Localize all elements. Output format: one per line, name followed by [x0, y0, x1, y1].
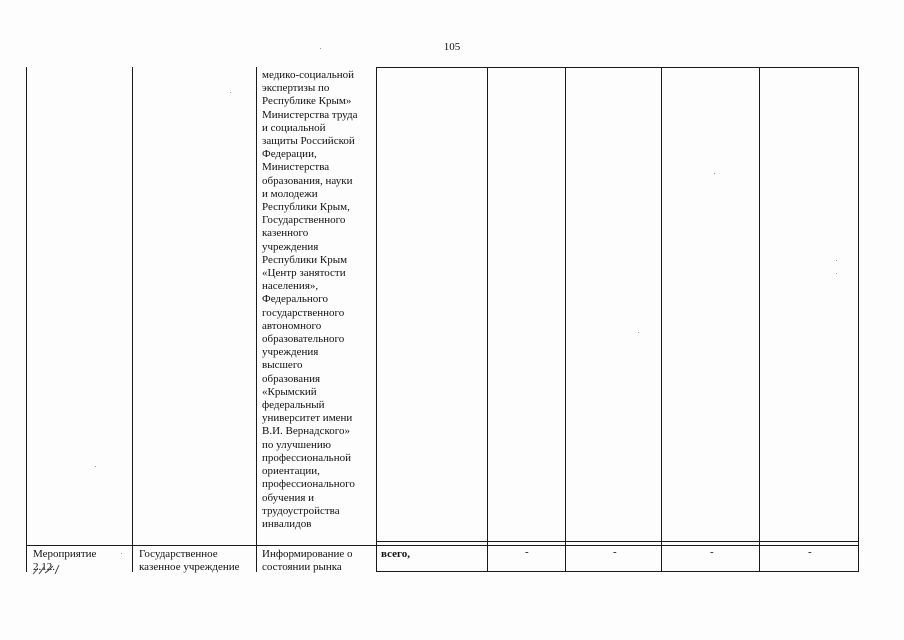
table-cell-description-continued: медико-социальной экспертизы по Республике Крым» Министерства труда и социальной защиты Российской Федерации, Министерства образования, науки и молодежи Республики Крым, Государственного казенного учреждения Республики Крым «Центр занятости населения», Федерального государственного автономного образовательного учреждения высшего образования «Крымский федеральный университет имени В.И. Вернадского» по улучшению профессиональной ориентации, профессионального обучения и трудоустройства инвалидов — [262, 69, 358, 530]
value-cell-1: - — [525, 546, 529, 558]
value-cell-3: - — [710, 546, 714, 558]
scan-speck — [638, 332, 639, 333]
executor-name: Государственное казенное учреждение — [139, 548, 240, 574]
handwritten-mark — [31, 562, 61, 576]
table-top-border-right — [376, 67, 859, 68]
scan-speck — [714, 173, 715, 174]
table-col-divider-4 — [487, 67, 488, 572]
scan-speck — [836, 260, 837, 261]
activity-description: Информирование о состоянии рынка — [262, 548, 353, 574]
table-col-divider-1 — [132, 67, 133, 572]
table-col-divider-6 — [661, 67, 662, 572]
table-border-right — [858, 67, 859, 572]
table-bottom-partial — [376, 571, 859, 572]
table-col-divider-2 — [256, 67, 257, 572]
scan-speck — [95, 466, 96, 467]
funding-source-label: всего, — [381, 548, 410, 560]
value-cell-2: - — [613, 546, 617, 558]
table-col-divider-3 — [376, 67, 377, 572]
scan-speck — [320, 48, 321, 49]
scan-speck — [121, 553, 122, 554]
table-row-divider — [26, 545, 859, 546]
value-cell-4: - — [808, 546, 812, 558]
scan-speck — [230, 92, 231, 93]
table-row-inner-line — [376, 541, 859, 542]
table-border-left — [26, 67, 27, 572]
page-number: 105 — [443, 41, 461, 53]
table-col-divider-5 — [565, 67, 566, 572]
table-col-divider-7 — [759, 67, 760, 572]
scan-speck — [836, 273, 837, 274]
activity-label: Мероприятие 2.12. — [33, 548, 97, 574]
